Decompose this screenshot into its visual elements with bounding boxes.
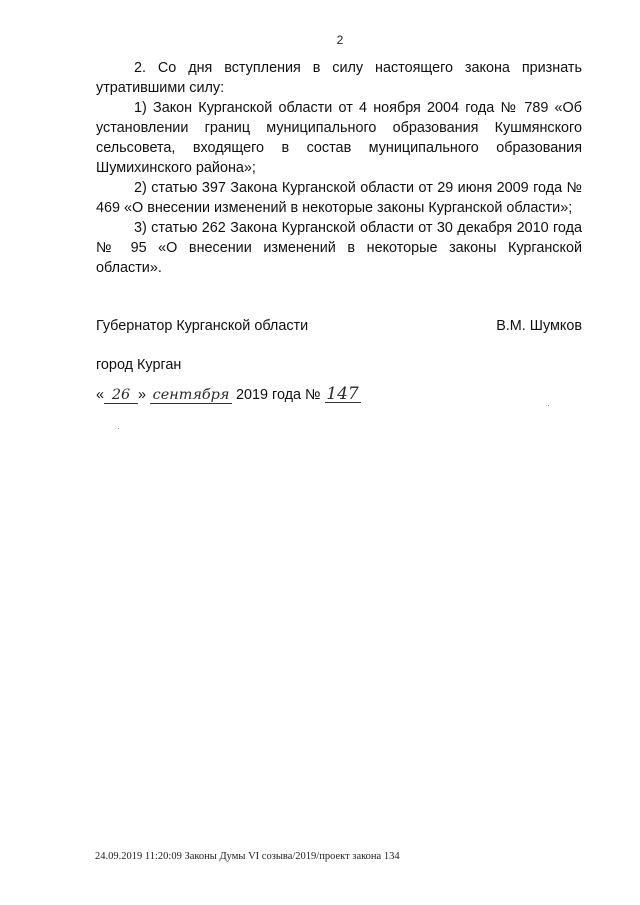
- date-line: [96, 386, 396, 412]
- page-number: 2: [336, 33, 344, 47]
- paragraph-item-1: 1) Закон Курганской области от 4 ноября 2004 года № 789 «Об установлении границ муниципального образования Кушмянского сельсовета, входящего в состав муниципального образования Шумихинского района»;: [96, 100, 582, 176]
- date-close-quote: »: [138, 387, 147, 403]
- footer-file-stamp: 24.09.2019 11:20:09 Законы Думы VI созыва/2019/проект закона 134: [95, 851, 400, 862]
- signature-block: [96, 318, 582, 338]
- paragraph-item-3: 3) статью 262 Закона Курганской области от 30 декабря 2010 года № 95 «О внесении изменений в некоторые законы Курганской области».: [96, 220, 582, 276]
- signatory-position: Губернатор Курганской области: [96, 318, 309, 334]
- handwritten-day: 26: [104, 387, 138, 404]
- handwritten-month: сентября: [150, 387, 232, 404]
- paragraph-repeal-intro: 2. Со дня вступления в силу настоящего закона признать утратившими силу:: [96, 60, 582, 96]
- date-year-text: 2019 года №: [236, 387, 321, 403]
- document-body: [96, 58, 582, 278]
- scan-speck: [548, 405, 549, 406]
- signatory-name: В.М. Шумков: [496, 318, 582, 334]
- city-line: город Курган: [96, 357, 182, 373]
- scan-speck: [118, 428, 119, 429]
- date-open-quote: «: [96, 387, 105, 403]
- paragraph-item-2: 2) статью 397 Закона Курганской области от 29 июня 2009 года № 469 «О внесении изменений в некоторые законы Курганской области»;: [96, 180, 582, 216]
- handwritten-law-number: 147: [326, 384, 359, 404]
